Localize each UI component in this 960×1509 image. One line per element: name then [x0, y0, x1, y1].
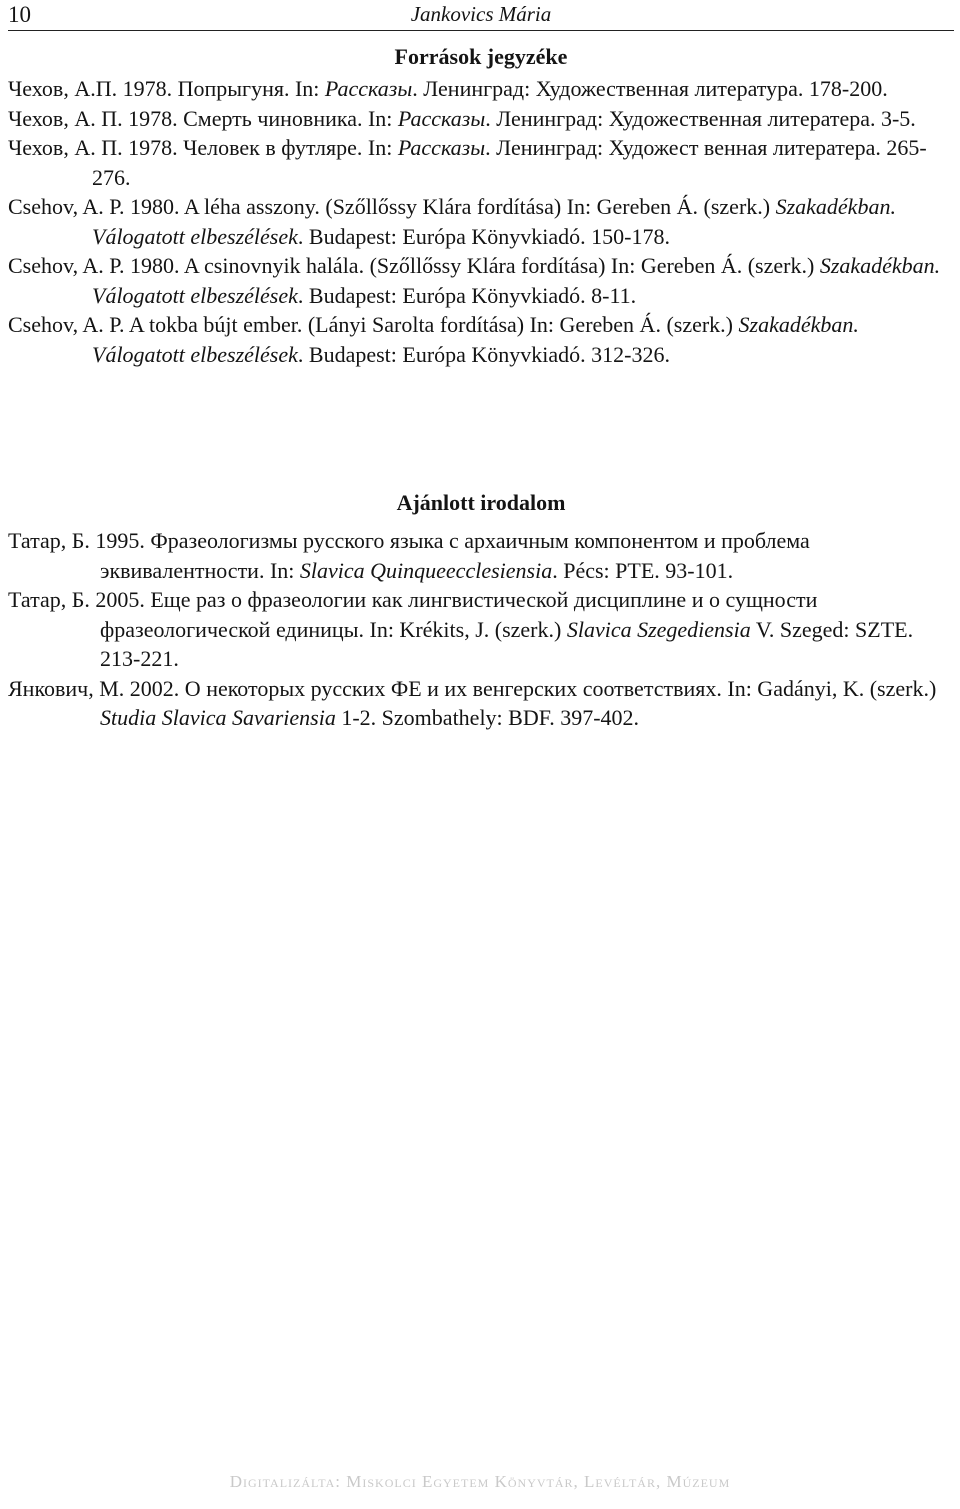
page-number: 10 [8, 2, 31, 27]
digitization-watermark: Digitalizálta: Miskolci Egyetem Könyvtár, Levéltár, Múzeum [229, 1472, 731, 1491]
running-title: Jankovics Mária [410, 2, 552, 26]
list-item: Csehov, A. P. A tokba bújt ember. (Lányi Sarolta fordítása) In: Gereben Á. (szerk.) Szakadékban. Válogatott elbeszélések. Budapest: Európa Könyvkiadó. 312-326. [8, 312, 859, 367]
list-item: Янкович, М. 2002. О некоторых русских ФЕ и их венгерских соответствиях. In: Gadányi, K. (szerk.) Studia Slavica Savariensia 1-2. Szombathely: BDF. 397-402. [8, 675, 937, 730]
sources-heading: Források jegyzéke [394, 44, 568, 69]
list-item: Чехов, А. П. 1978. Смерть чиновника. In: Рассказы. Ленинград: Художественная литератера. 3-5. [8, 105, 916, 131]
list-item: Татар, Б. 2005. Еще раз о фразеологии как лингвистической дисциплине и о сущности фразеологической единицы. In: Krékits, J. (szerk.) Slavica Szegediensia V. Szeged: SZTE. 213-221. [8, 587, 914, 671]
literature-section [8, 490, 954, 733]
list-item: Татар, Б. 1995. Фразеологизмы русского языка с архаичным компонентом и проблема эквивалентности. In: Slavica Quinqueecclesiensia. Pécs: PTE. 93-101. [8, 528, 810, 583]
literature-heading: Ajánlott irodalom [396, 490, 566, 515]
sources-section [8, 44, 954, 369]
page-header [8, 0, 954, 31]
list-item: Чехов, А. П. 1978. Человек в футляре. In: Рассказы. Ленинград: Художест венная литератера. 265-276. [8, 135, 927, 190]
list-item: Чехов, А.П. 1978. Попрыгуня. In: Рассказы. Ленинград: Художественная литература. 178-200. [8, 76, 888, 101]
list-item: Csehov, A. P. 1980. A csinovnyik halála. (Szőllőssy Klára fordítása) In: Gereben Á. (szerk.) Szakadékban. Válogatott elbeszélések. Budapest: Európa Könyvkiadó. 8-11. [8, 253, 941, 308]
literature-list [8, 526, 954, 733]
sources-list [8, 74, 954, 369]
list-item: Csehov, A. P. 1980. A léha asszony. (Szőllőssy Klára fordítása) In: Gereben Á. (szerk.) Szakadékban. Válogatott elbeszélések. Budapest: Európa Könyvkiadó. 150-178. [8, 194, 896, 249]
